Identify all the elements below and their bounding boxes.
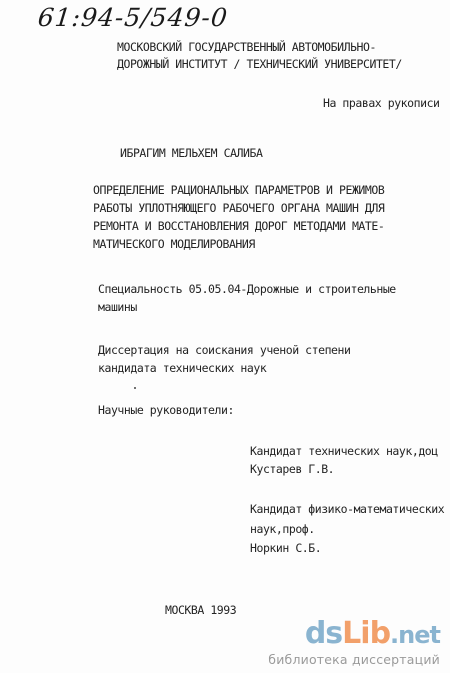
author-name: ИБРАГИМ МЕЛЬХЕМ САЛИБА [120,146,263,160]
degree-line-1: Диссертация на соискания ученой степени [98,343,351,357]
dslib-subtitle: библиотека диссертаций [268,652,440,667]
advisor-1-degree: Кандидат технических наук,доц [250,444,438,458]
dslib-watermark [268,616,440,667]
thesis-title-line-1: ОПРЕДЕЛЕНИЕ РАЦИОНАЛЬНЫХ ПАРАМЕТРОВ И РЕЖИМОВ [93,183,385,197]
handwritten-catalog-code: 61:94-5/549-0 [36,3,230,32]
specialty-line-1: Специальность 05.05.04-Дорожные и строительные [98,282,396,296]
institution-line-1: МОСКОВСКИЙ ГОСУДАРСТВЕННЫЙ АВТОМОБИЛЬНО- [117,40,376,54]
advisor-2-degree: Кандидат физико-математических [250,502,445,516]
advisor-1-name: Кустарев Г.В. [250,462,335,476]
dslib-logo: dsLib.net [304,616,440,651]
thesis-title-line-4: МАТИЧЕСКОГО МОДЕЛИРОВАНИЯ [93,237,255,251]
advisors-label: Научные руководители: [98,403,234,417]
advisor-2-name: Норкин С.Б. [250,541,322,555]
advisor-2-title: наук,проф. [250,522,315,536]
manuscript-rights: На правах рукописи [323,96,440,110]
degree-line-2: кандидата технических наук [98,361,267,375]
ink-speck [134,387,136,389]
city-year: МОСКВА 1993 [165,603,237,617]
specialty-line-2: машины [98,300,137,314]
thesis-title-line-2: РАБОТЫ УПЛОТНЯЮЩЕГО РАБОЧЕГО ОРГАНА МАШИН ДЛЯ [93,201,385,215]
institution-line-2: ДОРОЖНЫЙ ИНСТИТУТ / ТЕХНИЧЕСКИЙ УНИВЕРСИТЕТ/ [117,57,402,71]
thesis-title-line-3: РЕМОНТА И ВОССТАНОВЛЕНИЯ ДОРОГ МЕТОДАМИ МАТЕ- [93,219,385,233]
